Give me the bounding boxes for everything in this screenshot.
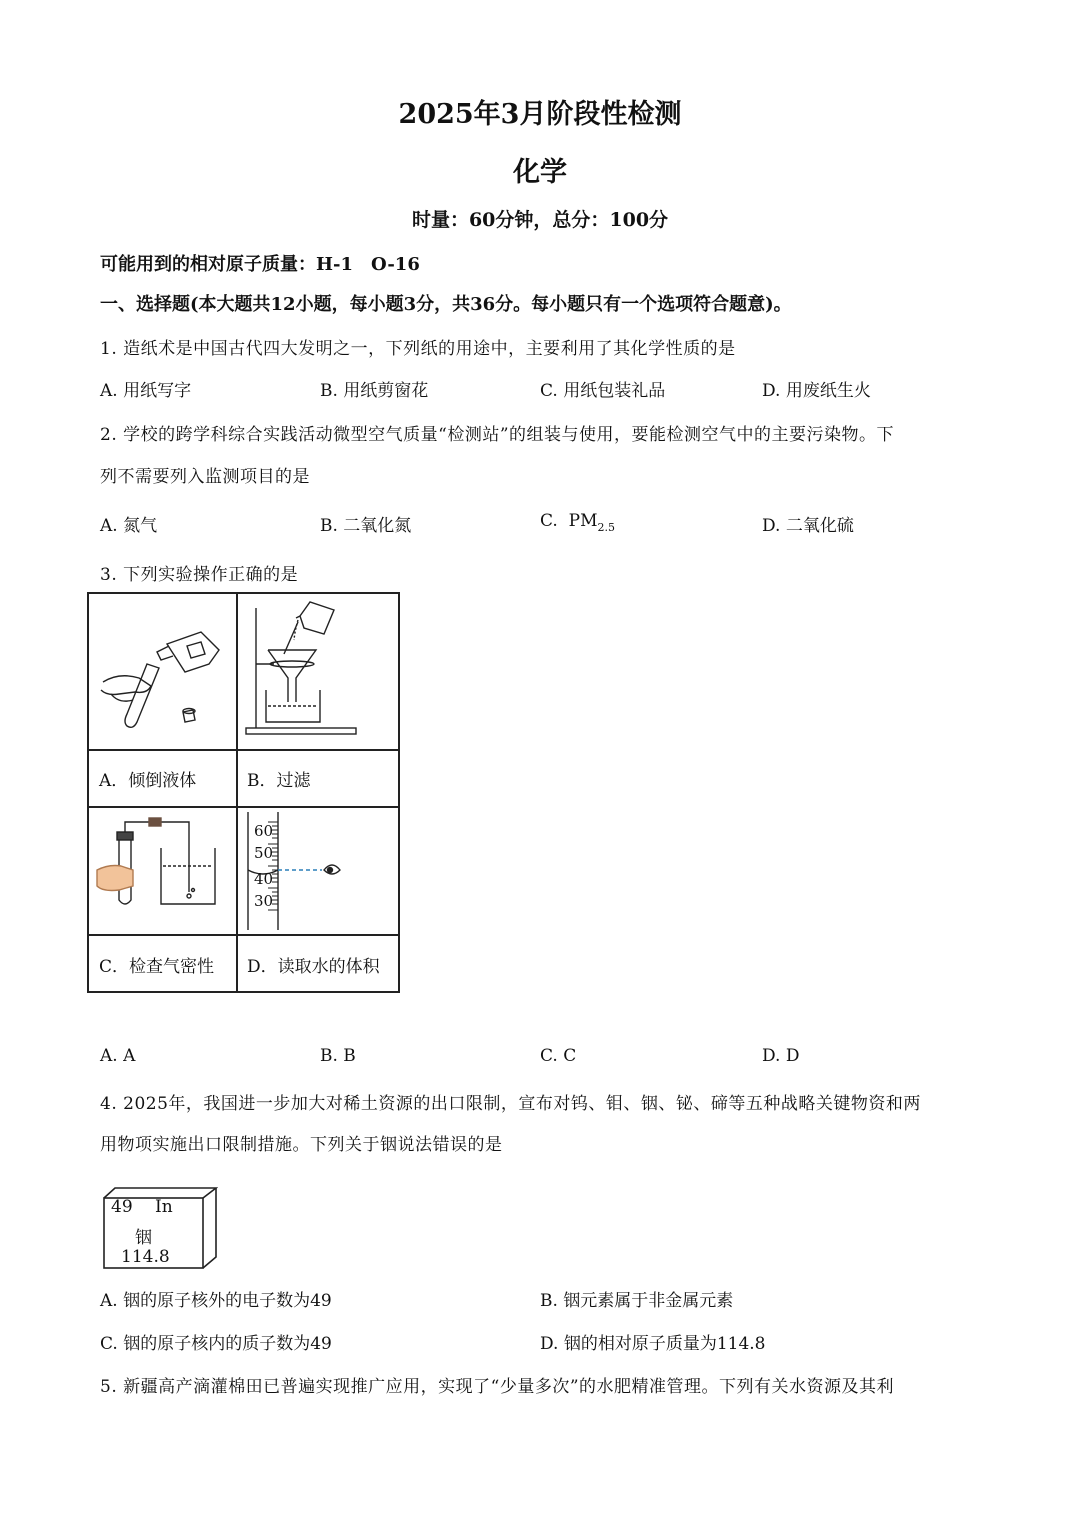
q1-option-d: D. 用废纸生火 bbox=[762, 381, 871, 401]
exam-title: 2025年3月阶段性检测 bbox=[398, 99, 682, 130]
cylinder-tick-60: 60 bbox=[254, 822, 274, 840]
question-3-stem: 3. 下列实验操作正确的是 bbox=[100, 565, 299, 585]
cylinder-tick-50: 50 bbox=[254, 844, 274, 862]
question-2-stem-line2: 列不需要列入监测项目的是 bbox=[100, 467, 310, 487]
element-card-indium bbox=[103, 1187, 218, 1270]
q2-option-c: C. $PM_{2.5}$ bbox=[540, 511, 615, 534]
caption-d: D．读取水的体积 bbox=[247, 957, 380, 977]
q3-option-a: A. A bbox=[100, 1046, 136, 1066]
q4-option-d: D. 铟的相对原子质量为114.8 bbox=[540, 1334, 766, 1354]
q2-option-b: B. 二氧化氮 bbox=[320, 516, 412, 536]
element-mass: 114.8 bbox=[121, 1247, 170, 1267]
cylinder-tick-40: 40 bbox=[254, 870, 274, 888]
subject-title: 化学 bbox=[513, 157, 567, 188]
caption-a: A．倾倒液体 bbox=[99, 771, 197, 791]
figure-filtration bbox=[238, 594, 400, 749]
q4-option-c: C. 铟的原子核内的质子数为49 bbox=[100, 1334, 332, 1354]
experiment-figure-grid bbox=[87, 592, 400, 993]
pm-subscript: 2.5 bbox=[597, 521, 615, 534]
question-4-stem-line2: 用物项实施出口限制措施。下列关于铟说法错误的是 bbox=[100, 1135, 503, 1155]
caption-c: C．检查气密性 bbox=[99, 957, 215, 977]
q1-option-b: B. 用纸剪窗花 bbox=[320, 381, 429, 401]
q4-option-a: A. 铟的原子核外的电子数为49 bbox=[100, 1291, 332, 1311]
cylinder-tick-30: 30 bbox=[254, 892, 274, 910]
q1-option-a: A. 用纸写字 bbox=[100, 381, 192, 401]
q3-option-c: C. C bbox=[540, 1046, 577, 1066]
caption-b: B．过滤 bbox=[247, 771, 311, 791]
exam-meta: 时量：60分钟，总分：100分 bbox=[411, 209, 669, 231]
section-heading: 一、选择题(本大题共12小题，每小题3分，共36分。每小题只有一个选项符合题意)。 bbox=[100, 294, 792, 315]
q3-option-b: B. B bbox=[320, 1046, 356, 1066]
q2-option-d: D. 二氧化硫 bbox=[762, 516, 854, 536]
question-1-stem: 1. 造纸术是中国古代四大发明之一，下列纸的用途中，主要利用了其化学性质的是 bbox=[100, 339, 736, 359]
atomic-mass-line: 可能用到的相对原子质量：H-1 O-16 bbox=[100, 254, 420, 275]
figure-airtightness bbox=[89, 808, 236, 934]
element-atomic-number: 49 bbox=[111, 1197, 133, 1217]
q2-option-a: A. 氮气 bbox=[100, 516, 158, 536]
pm-label: PM bbox=[568, 511, 598, 531]
element-name: 铟 bbox=[135, 1228, 152, 1248]
figure-graduated-cylinder bbox=[238, 808, 400, 934]
question-4-stem-line1: 4. 2025年，我国进一步加大对稀土资源的出口限制，宣布对钨、钼、铟、铋、碲等五种战略关键物资和两 bbox=[100, 1094, 921, 1114]
q4-option-b: B. 铟元素属于非金属元素 bbox=[540, 1291, 734, 1311]
question-5-stem: 5. 新疆高产滴灌棉田已普遍实现推广应用，实现了“少量多次”的水肥精准管理。下列有关水资源及其利 bbox=[100, 1377, 895, 1397]
q3-option-d: D. D bbox=[762, 1046, 800, 1066]
q1-option-c: C. 用纸包装礼品 bbox=[540, 381, 666, 401]
question-2-stem-line1: 2. 学校的跨学科综合实践活动微型空气质量“检测站”的组装与使用，要能检测空气中的主要污染物。下 bbox=[100, 425, 895, 445]
element-symbol: In bbox=[155, 1197, 173, 1217]
figure-pour-liquid bbox=[89, 594, 236, 749]
